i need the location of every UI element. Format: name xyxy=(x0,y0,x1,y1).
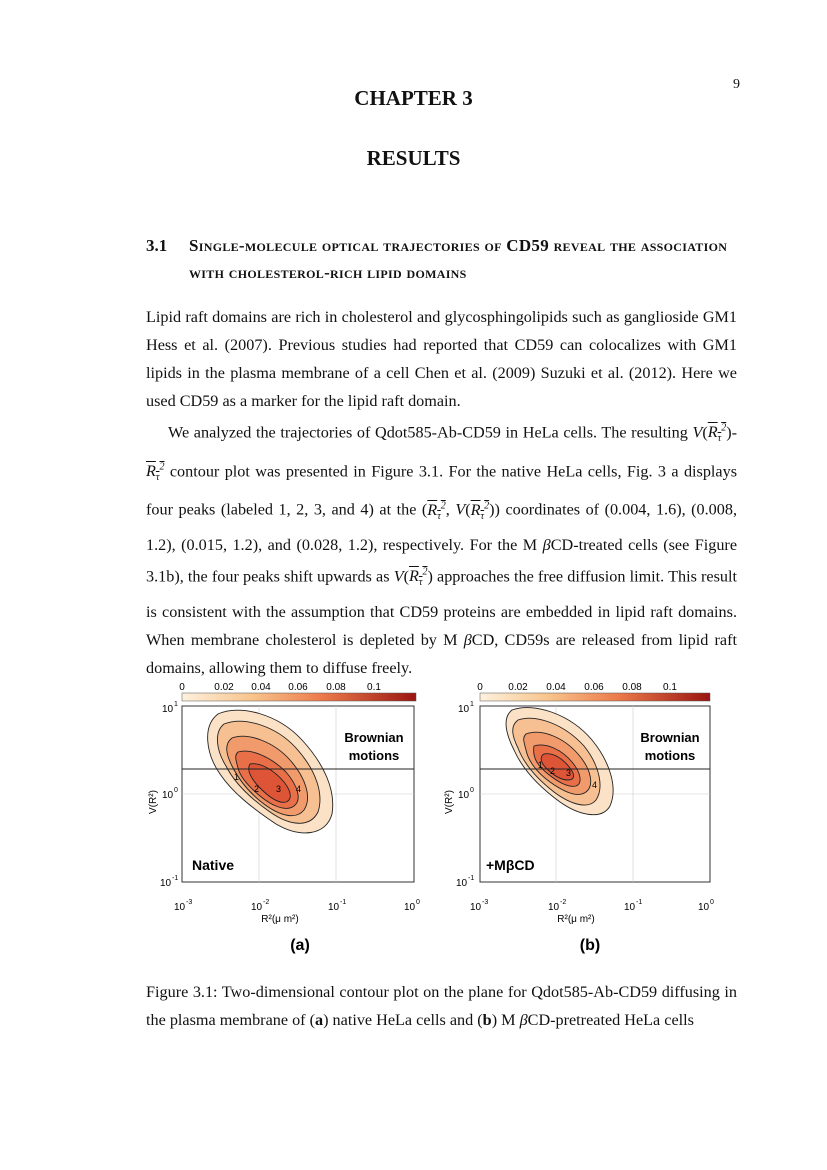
caption-mid: ) native HeLa cells and ( xyxy=(323,1011,483,1029)
y-tick: 10 xyxy=(458,704,470,715)
paragraph-1: Lipid raft domains are rich in cholesterol and glycosphingolipids such as ganglioside GM1 Hess et al. (2007). Previous studies had reported that CD59 can colocalizes with GM1 lipids in the plasma membrane of a cell Chen et al. (2009) Suzuki et al. (2012). Here we used CD59 as a marker for the lipid raft domain. xyxy=(146,308,737,410)
y-tick-exp: 0 xyxy=(470,787,474,794)
y-tick: 10 xyxy=(162,790,174,801)
caption-bold-a: a xyxy=(315,1011,324,1029)
paragraph-2-part-c: coordinates of (0.004, 1.6), (0.008, 1.2), (0.015, 1.2), and (0.028, 1.2), respectively. For the M xyxy=(146,500,738,554)
y-axis-label-b: V(R²) xyxy=(444,790,455,814)
x-tick-exp: 0 xyxy=(710,899,714,906)
colorbar-a-tick: 0.1 xyxy=(367,682,381,693)
paragraph-2: We analyzed the trajectories of Qdot585-Ab-CD59 in HeLa cells. The resulting $V(R_\tau^2)-R_\tau^2$ contour plot was presented in Figure 3.1. For the native HeLa cells, Fig. 3 a displays four peaks (labeled 1, 2, 3, and 4) at the ($R_\tau^2$, $V(R_\tau^2)$) coordinates of (0.004, 1.6), (0.008, 1.2), (0.015, 1.2), and (0.028, 1.2), respectively. For the M βCD-treated cells (see Figure 3.1b), the four peaks shift upwards as $V(R_\tau^2)$ approaches the free diffusion limit. This result is consistent with the assumption that CD59 proteins are embedded in lipid raft domains. When membrane cholesterol is depleted by M βCD, CD59s are released from lipid raft domains, allowing them to diffuse freely. xyxy=(146,423,738,677)
colorbar-b-tick: 0.1 xyxy=(663,682,677,693)
colorbar-a-tick: 0.04 xyxy=(251,682,271,693)
colorbar-b xyxy=(480,693,710,701)
x-tick: 10 xyxy=(328,902,340,913)
y-tick: 10 xyxy=(160,878,172,889)
panel-letter-b: (b) xyxy=(579,937,601,954)
colorbar-b-tick: 0.02 xyxy=(508,682,528,693)
y-axis-label-a: V(R²) xyxy=(148,790,159,814)
brownian-label-a-1: Brownian xyxy=(344,730,404,745)
peak-label: 2 xyxy=(550,766,556,776)
x-tick: 10 xyxy=(548,902,560,913)
paragraph-2-part-e: approaches the free diffusion limit. This result is consistent with the assumption that CD59 proteins are embedded in lipid raft domains. When membrane cholesterol is depleted by M xyxy=(146,567,738,649)
paragraph-2-part-a: We analyzed the trajectories of Qdot585-Ab-CD59 in HeLa cells. The resulting xyxy=(168,423,688,442)
y-tick-exp: 1 xyxy=(174,701,178,708)
x-tick: 10 xyxy=(251,902,263,913)
peak-label: 3 xyxy=(276,784,282,794)
peak-label: 4 xyxy=(592,780,598,790)
x-tick-exp: -1 xyxy=(636,899,643,906)
x-tick: 10 xyxy=(470,902,482,913)
x-tick-exp: -1 xyxy=(340,899,347,906)
peak-label: 1 xyxy=(234,772,240,782)
chapter-title: RESULTS xyxy=(366,146,461,170)
x-axis-label-a: R²(μ m²) xyxy=(261,914,299,925)
x-tick-exp: -2 xyxy=(263,899,270,906)
body-text xyxy=(146,303,737,682)
peak-label: 2 xyxy=(254,784,260,794)
peak-label: 3 xyxy=(566,768,572,778)
brownian-label-b-2: motions xyxy=(644,748,696,763)
x-axis-label-b: R²(μ m²) xyxy=(557,914,595,925)
peak-label: 4 xyxy=(296,784,302,794)
y-tick: 10 xyxy=(456,878,468,889)
y-tick: 10 xyxy=(458,790,470,801)
brownian-label-b-1: Brownian xyxy=(640,730,700,745)
inset-label-a: Native xyxy=(192,857,235,873)
panel-letter-a: (a) xyxy=(290,937,310,954)
section-title: Single-molecule optical trajectories of CD59 reveal the association with cholesterol-rich lipid domains xyxy=(189,236,728,282)
y-tick: 10 xyxy=(162,704,174,715)
caption-bold-b: b xyxy=(482,1011,492,1029)
x-tick: 10 xyxy=(624,902,636,913)
figure-caption: Figure 3.1: Two-dimensional contour plot on the plane for Qdot585-Ab-CD59 diffusing in the plasma membrane of (a) native HeLa cells and (b) M βCD-pretreated HeLa cells xyxy=(146,983,737,1029)
x-tick-exp: -3 xyxy=(482,899,489,906)
x-tick-exp: -3 xyxy=(186,899,193,906)
y-tick-exp: -1 xyxy=(172,875,179,882)
colorbar-a xyxy=(182,693,416,701)
y-tick-exp: -1 xyxy=(468,875,475,882)
peak-label: 1 xyxy=(538,760,544,770)
colorbar-a-tick: 0.02 xyxy=(214,682,234,693)
caption-prefix: Figure 3.1: Two-dimensional contour plot on the plane for Qdot585-Ab-CD59 diffusing in the plasma membrane of ( xyxy=(146,983,737,1029)
page-number: 9 xyxy=(733,77,740,92)
paragraph-2-part-f: CD, CD59s are released from lipid raft domains, allowing them to diffuse freely. xyxy=(146,630,737,677)
panel-a xyxy=(148,682,420,954)
x-tick: 10 xyxy=(174,902,186,913)
colorbar-b-tick: 0.08 xyxy=(622,682,642,693)
colorbar-b-tick: 0.06 xyxy=(584,682,604,693)
paragraph-2-part-b: contour plot was presented in Figure 3.1. For the native HeLa cells, Fig. 3 a displays four peaks (labeled 1, 2, 3, and 4) at the xyxy=(146,462,738,519)
section-number: 3.1 xyxy=(146,236,168,255)
section-heading xyxy=(146,232,740,286)
colorbar-a-tick: 0.06 xyxy=(288,682,308,693)
chapter-heading: CHAPTER 3 xyxy=(354,86,473,110)
panel-b xyxy=(444,682,714,954)
x-tick-exp: -2 xyxy=(560,899,567,906)
colorbar-a-tick: 0.08 xyxy=(326,682,346,693)
colorbar-b-tick: 0.04 xyxy=(546,682,566,693)
colorbar-b-tick: 0 xyxy=(477,682,483,693)
caption-suffix-a: ) M xyxy=(491,1011,516,1029)
math-v-r-tau: V xyxy=(692,423,703,442)
inset-label-b: +MβCD xyxy=(486,857,535,873)
y-tick-exp: 0 xyxy=(174,787,178,794)
x-tick: 10 xyxy=(698,902,710,913)
paragraph-2-part-d: CD-treated cells (see Figure 3.1b), the four peaks shift upwards as xyxy=(146,535,737,586)
colorbar-a-tick: 0 xyxy=(179,682,185,693)
x-tick-exp: 0 xyxy=(416,899,420,906)
x-tick: 10 xyxy=(404,902,416,913)
caption-suffix-b: CD-pretreated HeLa cells xyxy=(527,1011,694,1029)
brownian-label-a-2: motions xyxy=(348,748,400,763)
figure-3-1 xyxy=(140,678,740,960)
y-tick-exp: 1 xyxy=(470,701,474,708)
